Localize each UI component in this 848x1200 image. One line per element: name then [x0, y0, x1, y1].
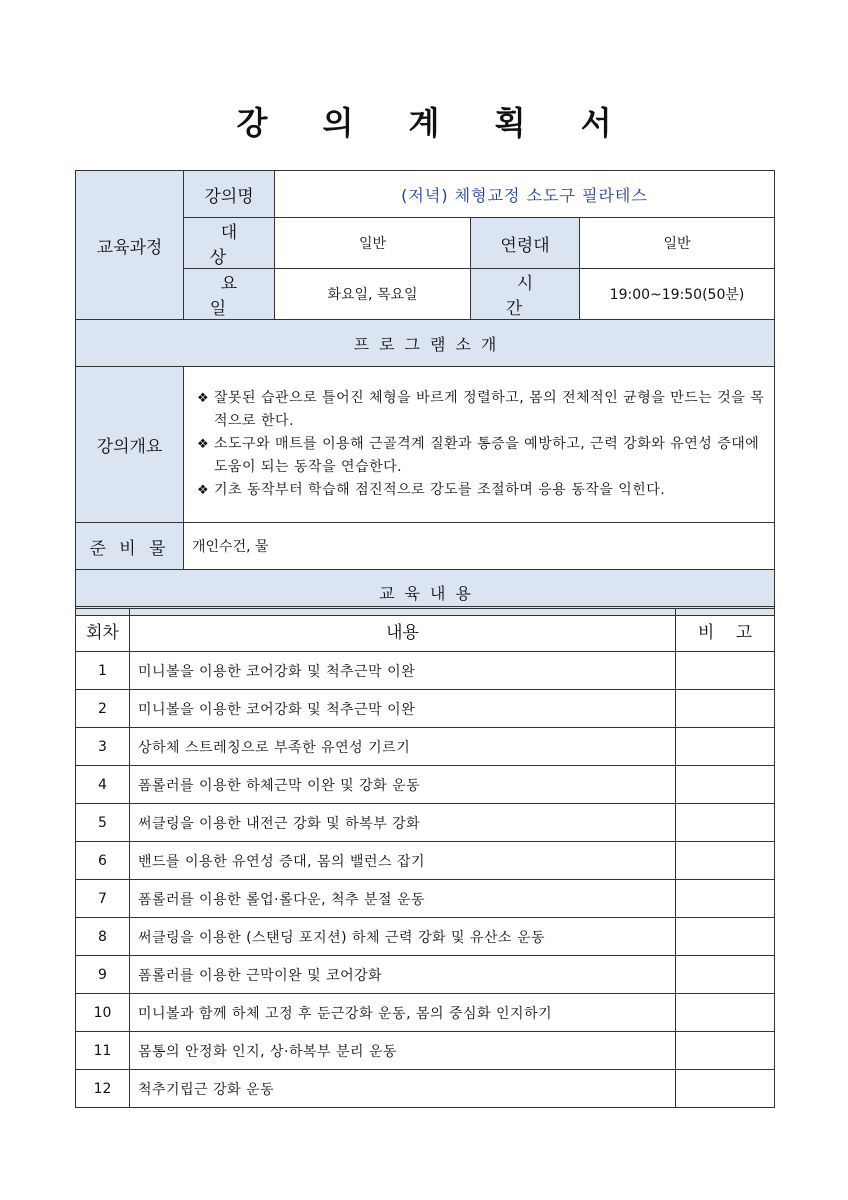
session-content: 써클링을 이용한 내전근 강화 및 하복부 강화 — [130, 804, 676, 842]
time-label: 시 간 — [471, 269, 580, 320]
overview-bullet: ❖ 소도구와 매트를 이용해 근골격계 질환과 통증을 예방하고, 근력 강화와 유연성 증대에 도움이 되는 동작을 연습한다. — [192, 433, 766, 479]
session-note — [676, 1070, 775, 1108]
table-row — [76, 652, 775, 690]
session-note — [676, 880, 775, 918]
session-number: 7 — [76, 880, 130, 918]
table-row — [76, 956, 775, 994]
session-number: 8 — [76, 918, 130, 956]
course-name-label: 강의명 — [184, 171, 275, 218]
session-note — [676, 804, 775, 842]
session-number: 3 — [76, 728, 130, 766]
course-group-label: 교육과정 — [76, 171, 184, 320]
table-row — [76, 690, 775, 728]
table-row — [76, 842, 775, 880]
course-name: (저녁) 체형교정 소도구 필라테스 — [275, 171, 775, 218]
session-number: 12 — [76, 1070, 130, 1108]
preparation-label: 준 비 물 — [76, 523, 184, 570]
table-row — [76, 994, 775, 1032]
table-row — [76, 1032, 775, 1070]
bullet-icon: ❖ — [197, 391, 210, 406]
day-label: 요 일 — [184, 269, 275, 320]
target-value: 일반 — [275, 218, 471, 269]
page-title: 강 의 계 획 서 — [236, 104, 634, 142]
session-number: 9 — [76, 956, 130, 994]
session-note — [676, 690, 775, 728]
session-note — [676, 1032, 775, 1070]
session-note — [676, 956, 775, 994]
course-overview — [184, 367, 775, 523]
session-number: 6 — [76, 842, 130, 880]
session-note — [676, 652, 775, 690]
bullet-icon: ❖ — [197, 483, 210, 498]
session-content: 미니볼을 이용한 코어강화 및 척추근막 이완 — [130, 690, 676, 728]
preparation-value: 개인수건, 물 — [184, 523, 775, 570]
program-intro-header: 프로그램소개 — [76, 320, 775, 367]
bullet-icon: ❖ — [197, 437, 210, 452]
session-content: 폼롤러를 이용한 근막이완 및 코어강화 — [130, 956, 676, 994]
session-note — [676, 728, 775, 766]
session-number: 11 — [76, 1032, 130, 1070]
course-info-table — [75, 170, 775, 616]
table-row — [76, 880, 775, 918]
session-content: 상하체 스트레칭으로 부족한 유연성 기르기 — [130, 728, 676, 766]
table-row — [76, 1070, 775, 1108]
table-row — [76, 728, 775, 766]
session-note — [676, 918, 775, 956]
table-row — [76, 918, 775, 956]
day-value: 화요일, 목요일 — [275, 269, 471, 320]
age-label: 연령대 — [471, 218, 580, 269]
session-content: 척추기립근 강화 운동 — [130, 1070, 676, 1108]
session-content: 미니볼을 이용한 코어강화 및 척추근막 이완 — [130, 652, 676, 690]
session-note — [676, 842, 775, 880]
overview-bullet: ❖ 기초 동작부터 학습해 점진적으로 강도를 조절하며 응용 동작을 익힌다. — [192, 479, 766, 502]
session-content: 폼롤러를 이용한 롤업·롤다운, 척추 분절 운동 — [130, 880, 676, 918]
age-value: 일반 — [580, 218, 775, 269]
session-number: 4 — [76, 766, 130, 804]
session-number: 2 — [76, 690, 130, 728]
target-label: 대 상 — [184, 218, 275, 269]
session-number: 5 — [76, 804, 130, 842]
session-column-header: 회차 — [76, 608, 130, 652]
session-number: 1 — [76, 652, 130, 690]
session-content: 써클링을 이용한 (스탠딩 포지션) 하체 근력 강화 및 유산소 운동 — [130, 918, 676, 956]
session-content: 밴드를 이용한 유연성 증대, 몸의 밸런스 잡기 — [130, 842, 676, 880]
session-content: 폼롤러를 이용한 하체근막 이완 및 강화 운동 — [130, 766, 676, 804]
education-content-table — [75, 606, 775, 1108]
note-column-header: 비 고 — [676, 608, 775, 652]
session-number: 10 — [76, 994, 130, 1032]
session-note — [676, 766, 775, 804]
course-overview-label: 강의개요 — [76, 367, 184, 523]
content-column-header: 내용 — [130, 608, 676, 652]
time-value: 19:00~19:50(50분) — [580, 269, 775, 320]
overview-bullet: ❖ 잘못된 습관으로 틀어진 체형을 바르게 정렬하고, 몸의 전체적인 균형을 만드는 것을 목적으로 한다. — [192, 387, 766, 433]
session-content: 몸통의 안정화 인지, 상·하복부 분리 운동 — [130, 1032, 676, 1070]
session-note — [676, 994, 775, 1032]
session-content: 미니볼과 함께 하체 고정 후 둔근강화 운동, 몸의 중심화 인지하기 — [130, 994, 676, 1032]
table-row — [76, 804, 775, 842]
education-content-header: 교육내용 — [76, 570, 775, 616]
table-row — [76, 766, 775, 804]
